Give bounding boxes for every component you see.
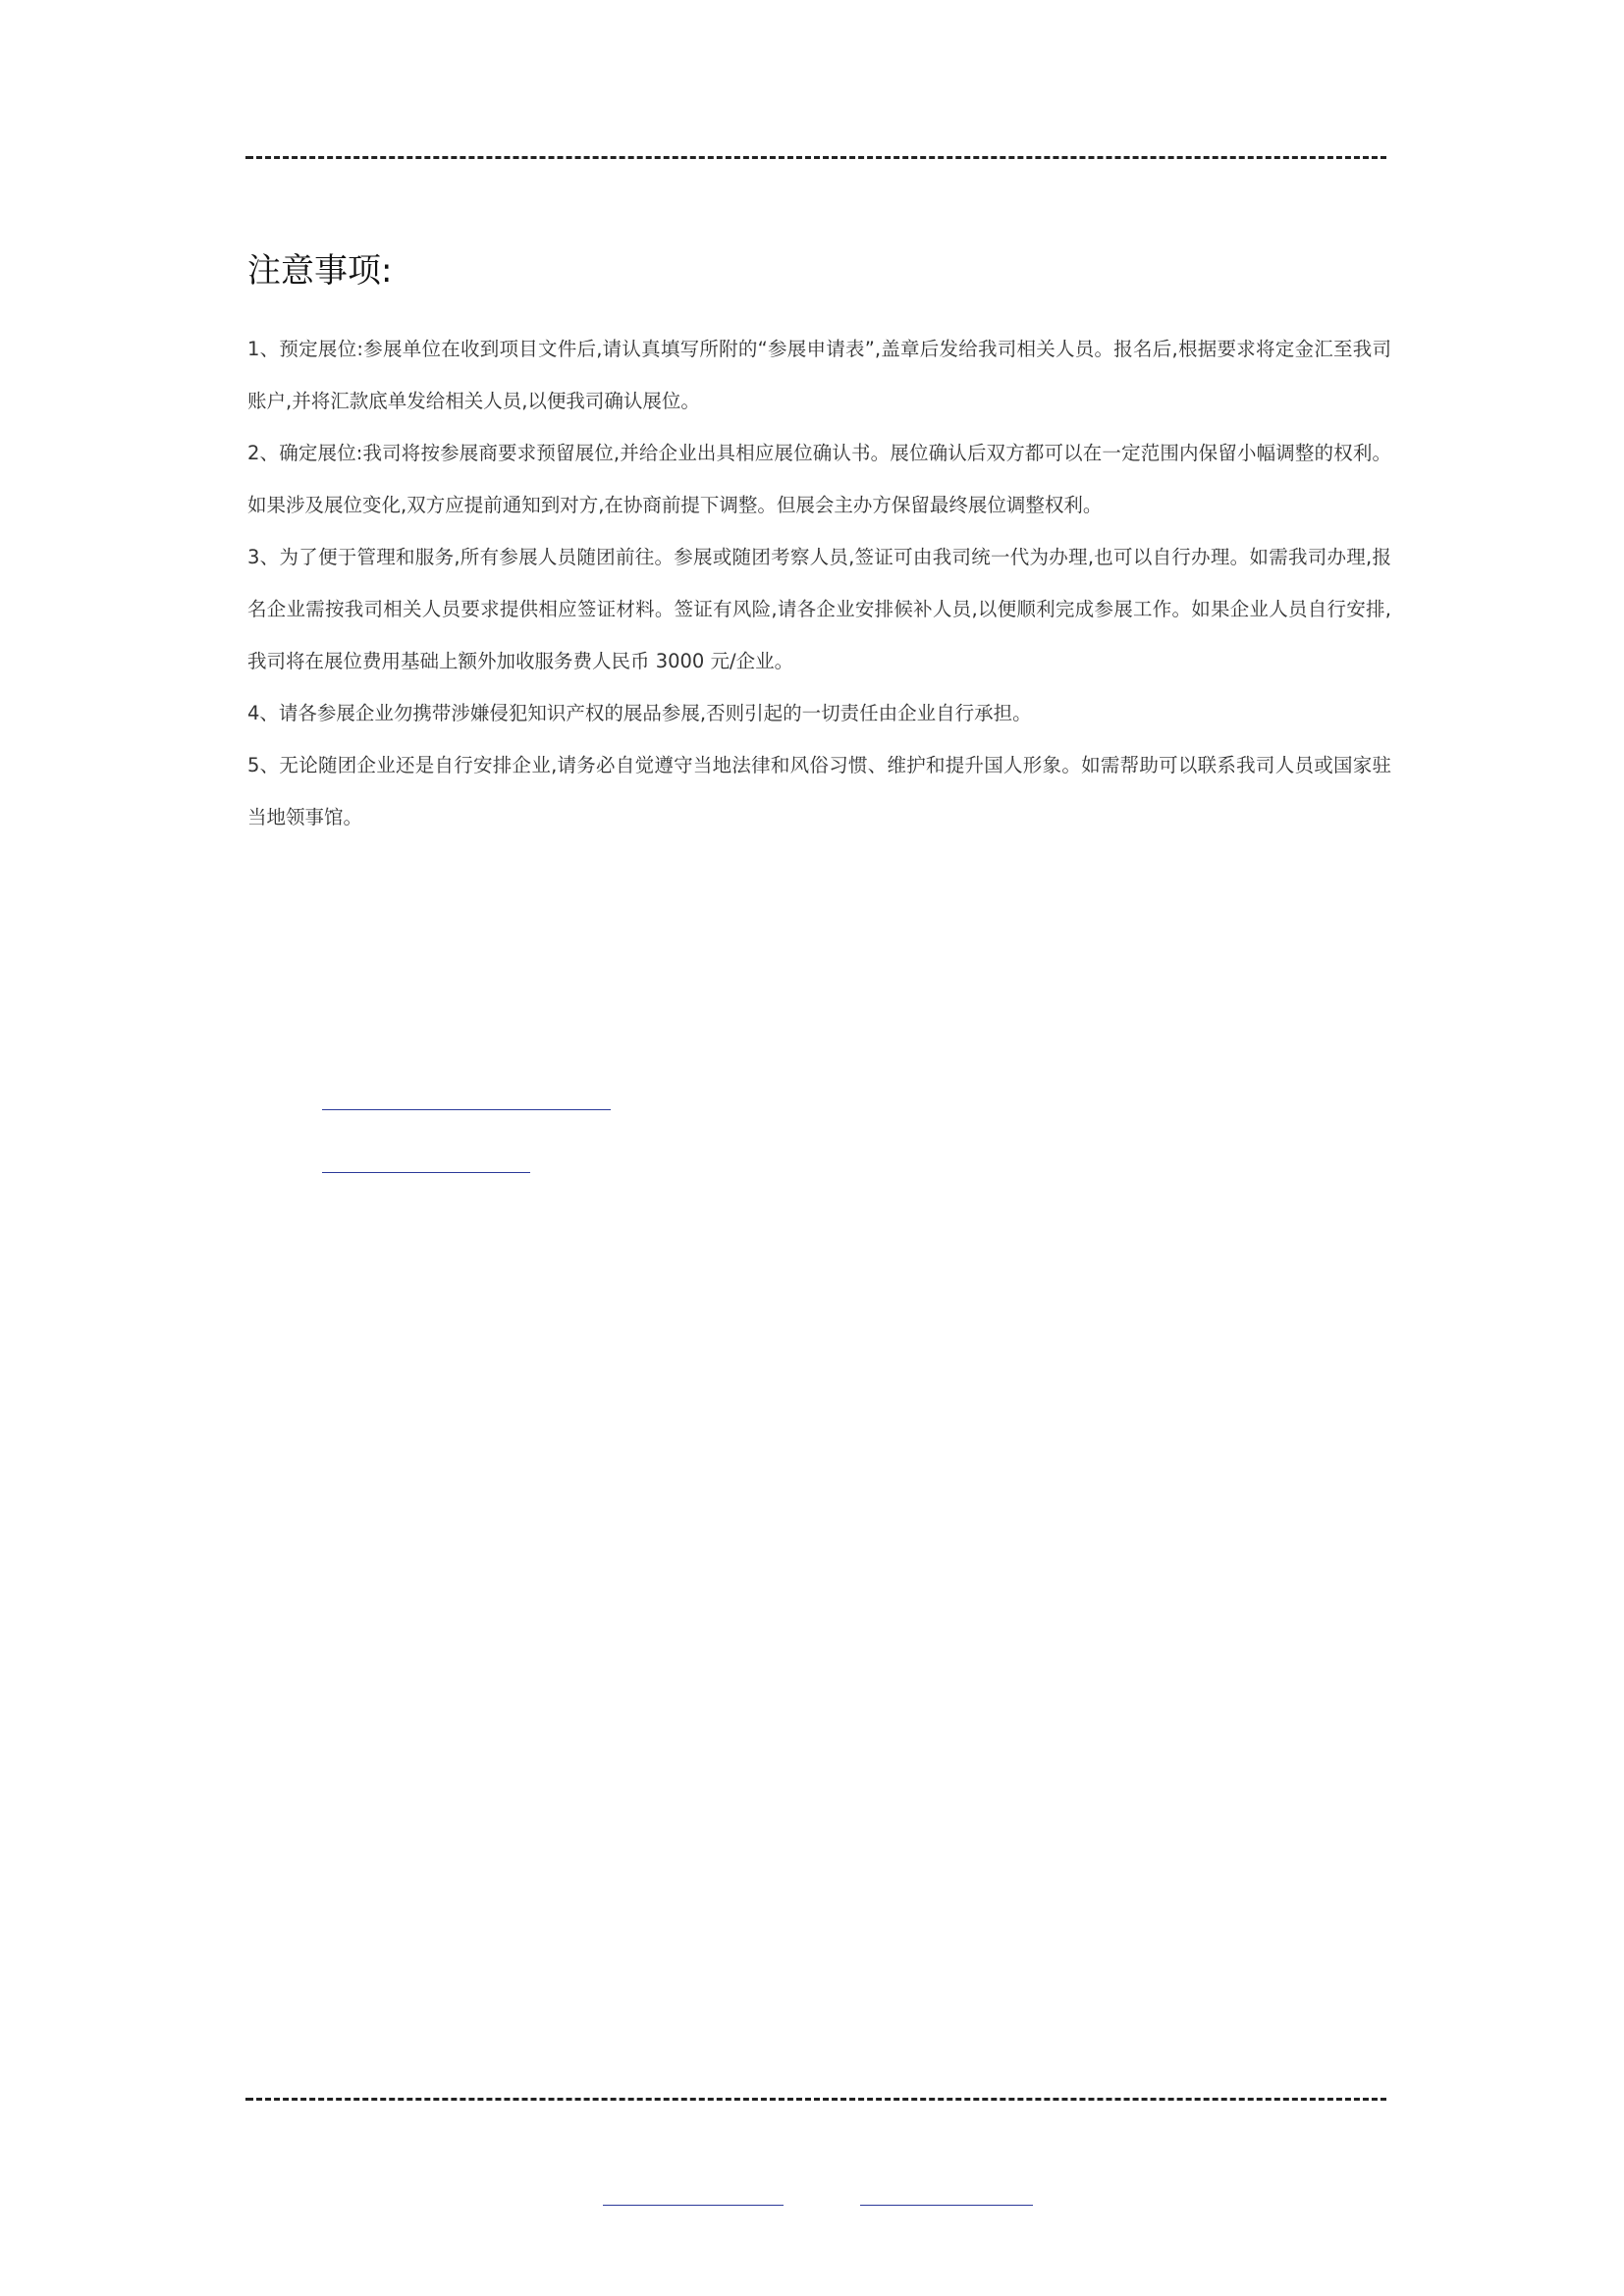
top-dashed-divider [247, 156, 1386, 159]
hyperlink-underline[interactable] [322, 1109, 611, 1110]
notice-item: 5、无论随团企业还是自行安排企业,请务必自觉遵守当地法律和风俗习惯、维护和提升国人形象。如需帮助可以联系我司人员或国家驻当地领事馆。 [247, 754, 1391, 828]
footer-link-underline[interactable] [860, 2205, 1033, 2206]
notice-item: 2、确定展位:我司将按参展商要求预留展位,并给企业出具相应展位确认书。展位确认后双方都可以在一定范围内保留小幅调整的权利。如果涉及展位变化,双方应提前通知到对方,在协商前提下调整。但展会主办方保留最终展位调整权利。 [247, 442, 1391, 516]
bottom-dashed-divider [247, 2098, 1386, 2101]
notice-item: 3、为了便于管理和服务,所有参展人员随团前往。参展或随团考察人员,签证可由我司统一代为办理,也可以自行办理。如需我司办理,报名企业需按我司相关人员要求提供相应签证材料。签证有风险,请各企业安排候补人员,以便顺利完成参展工作。如果企业人员自行安排,我司将在展位费用基础上额外加收服务费人民币 3000 元/企业。 [247, 546, 1391, 672]
hyperlink-underline[interactable] [322, 1172, 530, 1173]
notice-list [247, 323, 1391, 843]
footer-link-underline[interactable] [603, 2205, 784, 2206]
notice-title: 注意事项: [247, 251, 393, 291]
notice-item: 1、预定展位:参展单位在收到项目文件后,请认真填写所附的“参展申请表”,盖章后发给我司相关人员。报名后,根据要求将定金汇至我司账户,并将汇款底单发给相关人员,以便我司确认展位。 [247, 338, 1391, 412]
notice-item: 4、请各参展企业勿携带涉嫌侵犯知识产权的展品参展,否则引起的一切责任由企业自行承担。 [247, 702, 1032, 724]
